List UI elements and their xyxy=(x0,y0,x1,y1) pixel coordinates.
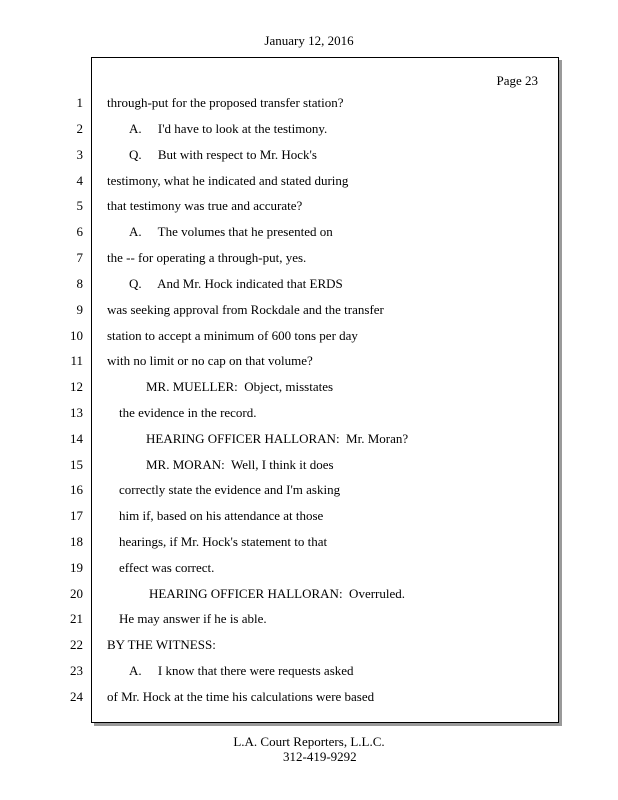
transcript-line: the -- for operating a through-put, yes. xyxy=(107,250,307,265)
line-number: 3 xyxy=(76,147,83,162)
transcript-line: A. I'd have to look at the testimony. xyxy=(129,121,328,136)
line-number: 21 xyxy=(70,611,83,626)
transcript-line: Q. And Mr. Hock indicated that ERDS xyxy=(129,276,343,291)
line-number: 17 xyxy=(70,508,83,523)
transcript-line: He may answer if he is able. xyxy=(119,611,267,626)
line-number: 16 xyxy=(70,482,83,497)
header-date: January 12, 2016 xyxy=(264,33,354,48)
footer-company: L.A. Court Reporters, L.L.C. xyxy=(233,734,385,749)
line-number: 12 xyxy=(70,379,83,394)
line-number: 4 xyxy=(76,173,83,188)
transcript-line: through-put for the proposed transfer station? xyxy=(107,95,344,110)
line-number: 23 xyxy=(70,663,83,678)
transcript-line: Q. But with respect to Mr. Hock's xyxy=(129,147,317,162)
transcript-line: MR. MUELLER: Object, misstates xyxy=(146,379,334,394)
transcript-line: correctly state the evidence and I'm asking xyxy=(119,482,341,497)
transcript-line: A. I know that there were requests asked xyxy=(129,663,354,678)
line-number: 9 xyxy=(76,302,83,317)
line-number: 13 xyxy=(70,405,83,420)
transcript-line: HEARING OFFICER HALLORAN: Overruled. xyxy=(149,586,406,601)
line-number: 6 xyxy=(76,224,83,239)
transcript-line: of Mr. Hock at the time his calculations were based xyxy=(107,689,375,704)
line-number: 18 xyxy=(70,534,83,549)
line-number: 14 xyxy=(70,431,83,446)
transcript-line: that testimony was true and accurate? xyxy=(107,198,303,213)
transcript-line: testimony, what he indicated and stated during xyxy=(107,173,349,188)
line-number: 5 xyxy=(76,198,83,213)
line-number: 2 xyxy=(76,121,83,136)
transcript-line: the evidence in the record. xyxy=(119,405,257,420)
line-number: 10 xyxy=(70,328,83,343)
line-number: 15 xyxy=(70,457,83,472)
line-number: 7 xyxy=(76,250,83,265)
transcript-line: station to accept a minimum of 600 tons per day xyxy=(107,328,358,343)
footer-phone: 312-419-9292 xyxy=(283,749,357,764)
line-number: 20 xyxy=(70,586,83,601)
transcript-line: BY THE WITNESS: xyxy=(107,637,216,652)
transcript-line: effect was correct. xyxy=(119,560,215,575)
line-number: 24 xyxy=(70,689,83,704)
transcript-line: with no limit or no cap on that volume? xyxy=(107,353,313,368)
transcript-line: him if, based on his attendance at those xyxy=(119,508,324,523)
line-number: 1 xyxy=(76,95,83,110)
transcript-line: A. The volumes that he presented on xyxy=(129,224,333,239)
line-number: 8 xyxy=(76,276,83,291)
line-number: 19 xyxy=(70,560,83,575)
transcript-line: hearings, if Mr. Hock's statement to that xyxy=(119,534,328,549)
line-number: 11 xyxy=(70,353,83,368)
page-number: Page 23 xyxy=(496,73,538,88)
line-number: 22 xyxy=(70,637,83,652)
transcript-line: HEARING OFFICER HALLORAN: Mr. Moran? xyxy=(146,431,409,446)
transcript-line: was seeking approval from Rockdale and the transfer xyxy=(107,302,384,317)
transcript-line: MR. MORAN: Well, I think it does xyxy=(146,457,334,472)
